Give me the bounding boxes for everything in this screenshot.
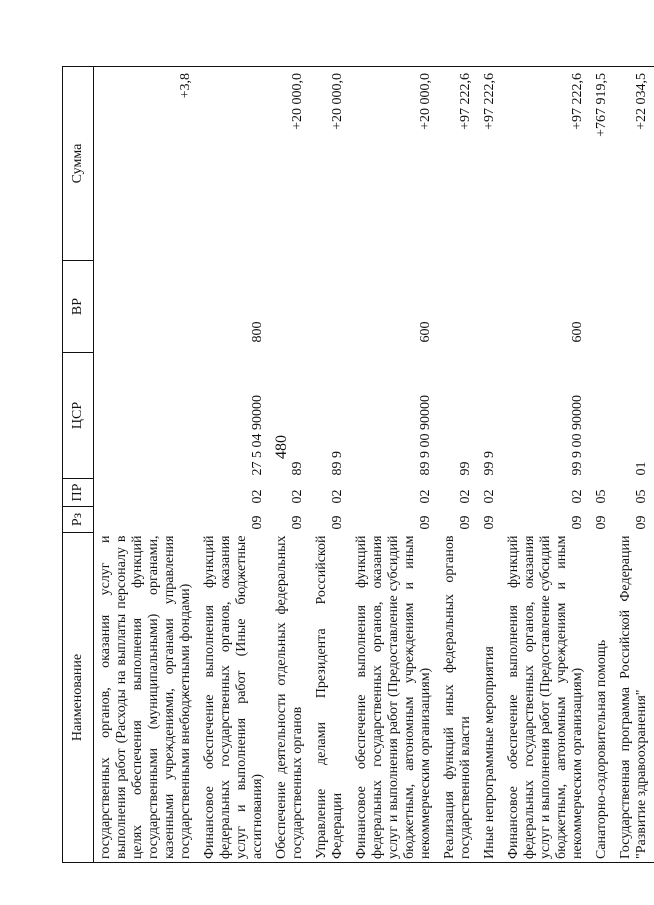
row-rz: 09 <box>458 515 473 530</box>
row-sum: +3,8 <box>178 73 193 99</box>
row-rz: 09 <box>482 515 497 530</box>
table-header-row <box>63 67 94 863</box>
header-rz: Рз <box>63 507 94 533</box>
row-rz: 09 <box>290 515 305 530</box>
row-csr: 99 9 <box>482 451 497 476</box>
row-vr <box>438 261 478 353</box>
row-vr <box>614 261 654 353</box>
row-pr: 02 <box>290 489 305 504</box>
row-name: Санаторно-оздоровительная помощь <box>594 639 609 859</box>
header-pr: ПР <box>63 479 94 507</box>
row-name: Иные непрограммные мероприятия <box>482 646 497 859</box>
row-pr: 02 <box>418 489 433 504</box>
table-row <box>478 67 502 863</box>
row-csr <box>94 353 199 479</box>
row-pr: 05 <box>594 489 609 504</box>
row-sum: +767 919,5 <box>594 73 609 137</box>
budget-table <box>62 66 654 863</box>
row-csr: 89 <box>290 461 305 476</box>
row-csr: 89 9 00 90000 <box>418 395 433 476</box>
row-vr <box>310 261 350 353</box>
row-csr <box>590 353 614 479</box>
row-pr: 05 <box>634 489 649 504</box>
row-vr: 800 <box>250 321 265 343</box>
row-rz <box>94 507 199 533</box>
table-row <box>270 67 310 863</box>
table-row <box>94 67 199 863</box>
budget-table-sheet <box>62 67 649 863</box>
header-csr: ЦСР <box>63 353 94 479</box>
row-csr: 01 <box>634 461 649 476</box>
row-rz: 09 <box>418 515 433 530</box>
row-name: Финансовое обеспечение выполнения функций федеральных государственных органов, оказания услуг и выполнения работ (Иные бюджетные ассигнования) <box>202 535 265 859</box>
row-rz: 09 <box>594 515 609 530</box>
row-rz: 09 <box>330 515 345 530</box>
table-row <box>350 67 438 863</box>
row-rz: 09 <box>570 515 585 530</box>
header-name: Наименование <box>63 533 94 863</box>
row-pr: 02 <box>482 489 497 504</box>
row-vr <box>270 261 310 353</box>
row-sum: +22 034,5 <box>634 73 649 130</box>
table-row <box>614 67 654 863</box>
row-pr: 02 <box>458 489 473 504</box>
row-rz: 09 <box>250 515 265 530</box>
row-vr: 600 <box>570 321 585 343</box>
row-sum: +20 000,0 <box>330 73 345 130</box>
row-pr: 02 <box>330 489 345 504</box>
table-row <box>438 67 478 863</box>
row-sum: +97 222,6 <box>570 73 585 130</box>
row-pr: 02 <box>250 489 265 504</box>
table-row <box>310 67 350 863</box>
row-vr <box>94 261 199 353</box>
row-vr: 600 <box>418 321 433 343</box>
row-csr: 27 5 04 90000 <box>250 395 265 476</box>
header-sum: Сумма <box>63 67 94 261</box>
row-vr <box>478 261 502 353</box>
row-pr: 02 <box>570 489 585 504</box>
table-row <box>590 67 614 863</box>
row-vr <box>590 261 614 353</box>
row-name: Финансовое обеспечение выполнения функций федеральных государственных органов, оказания услуг и выполнения работ (Предоставление субсидий бюджетным, автономным учреждениям и иным некоммерческим организациям) <box>354 535 433 859</box>
row-csr: 99 <box>458 461 473 476</box>
header-vr: ВР <box>63 261 94 353</box>
row-sum: +20 000,0 <box>290 73 305 130</box>
row-name: Финансовое обеспечение выполнения функций федеральных государственных органов, оказания услуг и выполнения работ (Предоставление субсидий бюджетным, автономным учреждениям и иным некоммерческим организациям) <box>506 535 585 859</box>
row-sum: +97 222,6 <box>458 73 473 130</box>
table-row <box>198 67 270 863</box>
row-rz: 09 <box>634 515 649 530</box>
table-row <box>502 67 590 863</box>
row-name: Реализация функций иных федеральных органов государственной власти <box>442 535 473 859</box>
row-sum <box>198 67 270 261</box>
page-number: 480 <box>273 435 290 459</box>
row-sum: +20 000,0 <box>418 73 433 130</box>
row-name: Управление делами Президента Российской Федерации <box>314 535 345 859</box>
row-name: Государственная программа Российской Федерации "Развитие здравоохранения" <box>618 535 649 859</box>
row-name: государственных органов, оказания услуг и выполнения работ (Расходы на выплаты персоналу в целях обеспечения выполнения функций государственными (муниципальными) органами, казенными учреждениями, органами управления государственными внебюджетными фондами) <box>98 535 193 859</box>
row-pr <box>94 479 199 507</box>
row-csr: 99 9 00 90000 <box>570 395 585 476</box>
row-csr: 89 9 <box>330 451 345 476</box>
row-name: Обеспечение деятельности отдельных федеральных государственных органов <box>274 535 305 859</box>
row-sum: +97 222,6 <box>482 73 497 130</box>
